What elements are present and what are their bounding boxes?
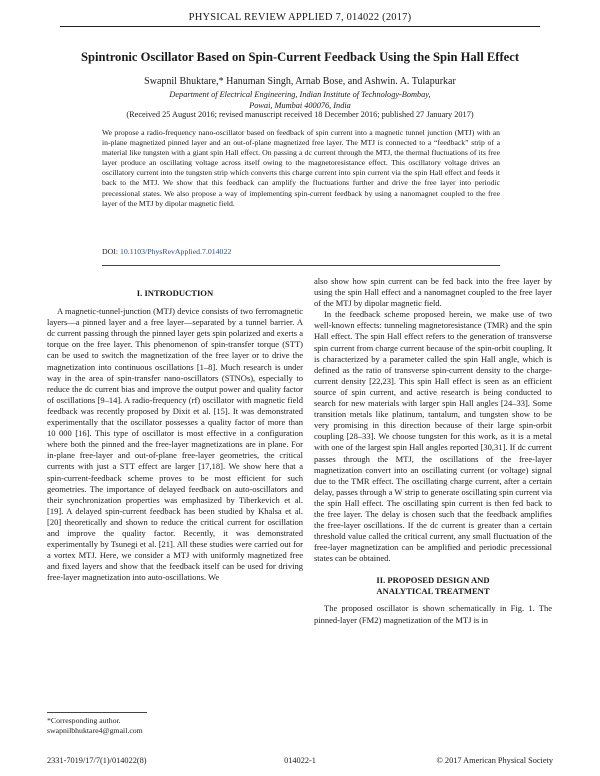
affiliation-line-1: Department of Electrical Engineering, Indian Institute of Technology-Bombay, [169,90,431,99]
abstract: We propose a radio-frequency nano-oscillator based on feedback of spin current into a magnetic tunnel junction (MTJ) with an in-plane magnetized pinned layer and an out-of-plane magnetized free layer. The MTJ is connected to a “feedback” strip of a material like tungsten with a giant spin Hall effect. On passing a dc current through the MTJ, the thermal fluctuations of its free layer produce an oscillating voltage across itself owing to the magnetoresistance effect. This oscillatory voltage drives an oscillatory current into the tungsten strip which converts this charge current into spin current via the spin Hall effect and feeds it back to the MTJ. We show that this feedback can amplify the fluctuations further and drive the free layer into periodic precessional states. We also propose a way of implementing spin-current feedback by using a nanomagnet coupled to the free layer of the MTJ by dipolar magnetic field. [102,128,500,208]
doi-line [102,247,231,256]
section-2-heading [314,575,552,597]
right-paragraph-1: also show how spin current can be fed back into the free layer by using the spin Hall effect and a nanomagnet coupled to the free layer of the MTJ by dipolar magnetic field. [314,276,552,309]
section-1-heading: I. INTRODUCTION [136,288,214,298]
footer-page-number: 014022-1 [284,756,316,765]
footnote [47,716,143,736]
header-rule [60,26,540,27]
section-2-paragraph-1: The proposed oscillator is shown schematically in Fig. 1. The pinned-layer (FM2) magnetization of the MTJ is in [314,603,552,625]
affiliation [40,90,560,111]
paper-title: Spintronic Oscillator Based on Spin-Current Feedback Using the Spin Hall Effect [80,50,520,64]
intro-paragraph-1: A magnetic-tunnel-junction (MTJ) device consists of two ferromagnetic layers—a pinned layer and a free layer—separated by a tunnel barrier. A dc current passing through the pinned layer gets spin polarized and exerts a torque on the free layer. This phenomenon of spin-transfer torque (STT) can be used to switch the magnetization of the free layer or to drive the magnetization into continuous oscillations [1–8]. Much research is under way in the area of spin-transfer nano-oscillators (STNOs), especially to reduce the dc current bias and improve the output power and quality factor of oscillations [9–14]. A radio-frequency (rf) oscillator with magnetic field feedback was recently proposed by Dixit et al. [15]. It was demonstrated experimentally that the oscillator possesses a quality factor of more than 10 000 [16]. This type of oscillator is most effective in a configuration where both the pinned and the free-layer magnetizations are in plane. For in-plane free-layer and out-of-plane free-layer geometries, the critical currents with just a STT effect are larger [17,18]. We show here that a spin-current-feedback scheme proves to be most efficient for such geometries. The importance of delayed feedback on auto-oscillators and their synchronization properties was emphasized by Tiberkevich et al. [19]. A delayed spin-current feedback has been studied by Khalsa et al. [20] theoretically and shown to reduce the critical current for oscillation and improve the quality factor. Recently, it was demonstrated experimentally by Tsunegi et al. [21]. All these studies were carried out for a vortex MTJ. Here, we consider a MTJ with uniformly magnetized free and fixed layers and show that the feedback itself can be used for driving free-layer magnetization into auto-oscillations. We [47,306,303,583]
footnote-rule [47,712,147,713]
footnote-email[interactable]: swapnilbhuktare4@gmail.com [47,726,143,735]
footer-copyright: © 2017 American Physical Society [436,756,553,765]
doi-label: DOI: [102,247,120,256]
footer-issn: 2331-7019/17/7(1)/014022(8) [47,756,147,765]
doi-link[interactable]: 10.1103/PhysRevApplied.7.014022 [119,247,232,256]
publication-dates: (Received 25 August 2016; revised manuscript received 18 December 2016; published 27 January 2017) [126,110,474,119]
author-list: Swapnil Bhuktare,* Hanuman Singh, Arnab Bose, and Ashwin. A. Tulapurkar [144,76,456,87]
footnote-label: *Corresponding author. [47,716,121,725]
section-2-heading-line-1: II. PROPOSED DESIGN AND [376,575,490,586]
journal-header: PHYSICAL REVIEW APPLIED 7, 014022 (2017) [188,12,412,23]
left-column [47,288,303,583]
section-2-heading-line-2: ANALYTICAL TREATMENT [376,586,490,597]
right-column [314,276,552,626]
abstract-divider [102,265,500,266]
right-paragraph-2: In the feedback scheme proposed herein, we make use of two well-known effects: tunneling magnetoresistance (TMR) and the spin Hall effect. The spin Hall effect refers to the generation of transverse spin current from charge current because of the spin-orbit coupling. It is characterized by a parameter called the spin Hall angle, which is defined as the ratio of transverse spin-current density to the charge-current density [22,23]. This spin Hall effect is seen as an efficient source of spin current, and active research is being conducted to search for new materials with larger spin Hall angles [24–33]. Some transition metals like platinum, tantalum, and tungsten show to be very promising in this direction because of their large spin-orbit coupling [28–33]. We choose tungsten for this work, as it is a metal with one of the largest spin Hall angles reported [30,31]. If dc current passes through the MTJ, the oscillations of the free-layer magnetization convert into an oscillating current (or voltage) signal due to the TMR effect. The oscillating charge current, after a certain delay, passes through a W strip to generate oscillating spin current via the spin Hall effect. The oscillating spin current is then fed back to the free layer. The delay is chosen such that the feedback amplifies the free-layer oscillations. If the dc current is greater than a certain threshold value called the critical current, any small fluctuation of the free-layer magnetization can be amplified and periodic precessional states can be obtained. [314,309,552,564]
affiliation-line-2: Powai, Mumbai 400076, India [249,100,351,110]
